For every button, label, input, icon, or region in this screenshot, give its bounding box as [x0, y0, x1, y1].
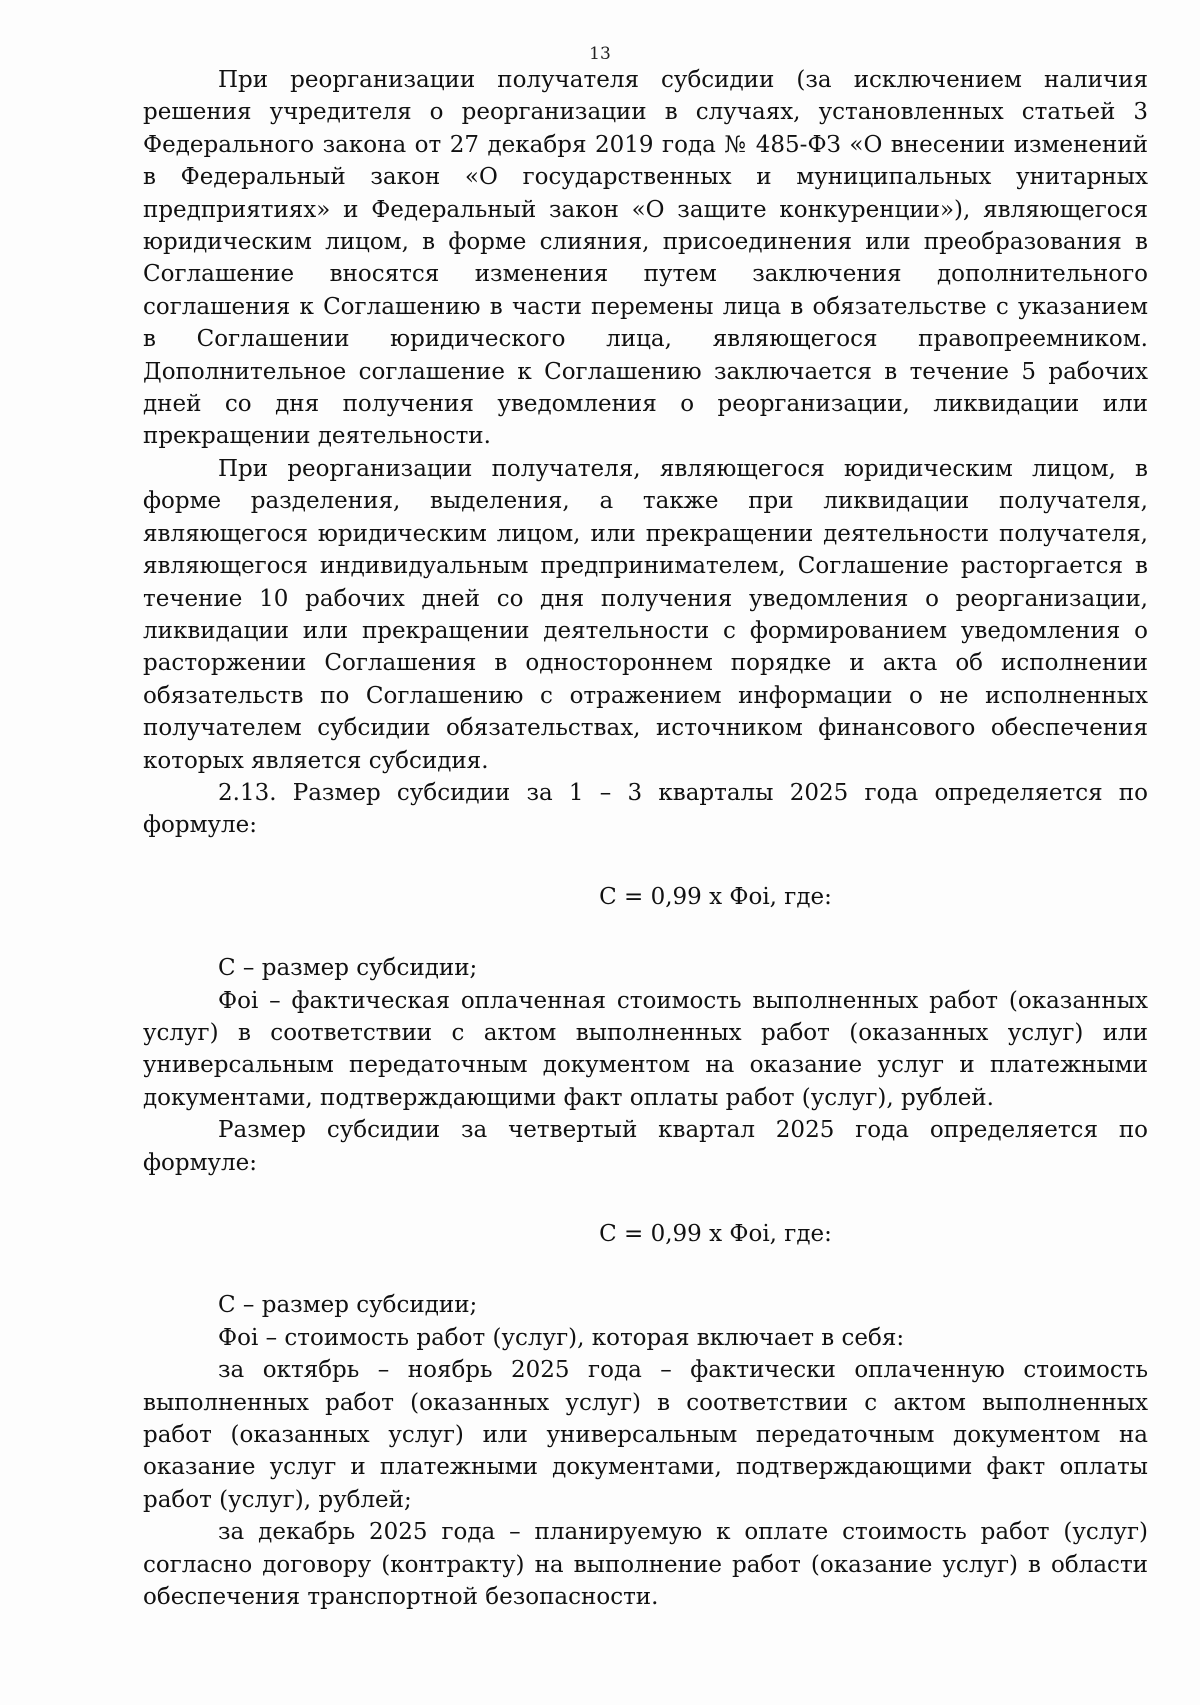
paragraph-q4: Размер субсидии за четвертый квартал 2025 года определяется по формуле:	[143, 1117, 1148, 1176]
paragraph-reorganization-division: При реорганизации получателя, являющегося юридическим лицом, в форме разделения, выделения, а также при ликвидации получателя, являющегося юридическим лицом, или прекращении деятельности получателя, являющегося индивидуальным предпринимателем, Соглашение расторгается в течение 10 рабочих дней со дня получения уведомления о реорганизации, ликвидации или прекращении деятельности с формированием уведомления о расторжении Соглашения в одностороннем порядке и акта об исполнении обязательств по Соглашению с отражением информации о не исполненных получателем субсидии обязательствах, источником финансового обеспечения которых является субсидия.	[143, 455, 1148, 774]
paragraph-2-13: 2.13. Размер субсидии за 1 – 3 кварталы 2025 года определяется по формуле:	[143, 779, 1148, 839]
definition-foi-2: Фоі – стоимость работ (услуг), которая включает в себя:	[218, 1324, 905, 1351]
page-number: 13	[589, 44, 611, 64]
document-body	[143, 64, 1148, 1613]
formula-q1-q3: С = 0,99 х Фоі, где:	[599, 883, 832, 910]
definition-c-2: С – размер субсидии;	[218, 1292, 478, 1319]
definition-foi-1: Фоі – фактическая оплаченная стоимость выполненных работ (оказанных услуг) в соответствии с актом выполненных работ (оказанных услуг) или универсальным передаточным документом на оказание услуг и платежными документами, подтверждающими факт оплаты работ (услуг), рублей.	[143, 987, 1148, 1111]
definition-oct-nov: за октябрь – ноябрь 2025 года – фактически оплаченную стоимость выполненных работ (оказанных услуг) в соответствии с актом выполненных работ (оказанных услуг) или универсальным передаточным документом на оказание услуг и платежными документами, подтверждающими факт оплаты работ (услуг), рублей;	[143, 1357, 1148, 1513]
paragraph-reorganization-merger: При реорганизации получателя субсидии (за исключением наличия решения учредителя о реорганизации в случаях, установленных статьей 3 Федерального закона от 27 декабря 2019 года № 485-ФЗ «О внесении изменений в Федеральный закон «О государственных и муниципальных унитарных предприятиях» и Федеральный закон «О защите конкуренции»), являющегося юридическим лицом, в форме слияния, присоединения или преобразования в Соглашение вносятся изменения путем заключения дополнительного соглашения к Соглашению в части перемены лица в обязательстве с указанием в Соглашении юридического лица, являющегося правопреемником. Дополнительное соглашение к Соглашению заключается в течение 5 рабочих дней со дня получения уведомления о реорганизации, ликвидации или прекращении деятельности.	[143, 67, 1148, 450]
formula-q4: С = 0,99 х Фоі, где:	[599, 1221, 832, 1247]
definition-c-1: С – размер субсидии;	[218, 955, 478, 982]
definition-dec: за декабрь 2025 года – планируемую к оплате стоимость работ (услуг) согласно договору (контракту) на выполнение работ (оказание услуг) в области обеспечения транспортной безопасности.	[143, 1519, 1148, 1611]
